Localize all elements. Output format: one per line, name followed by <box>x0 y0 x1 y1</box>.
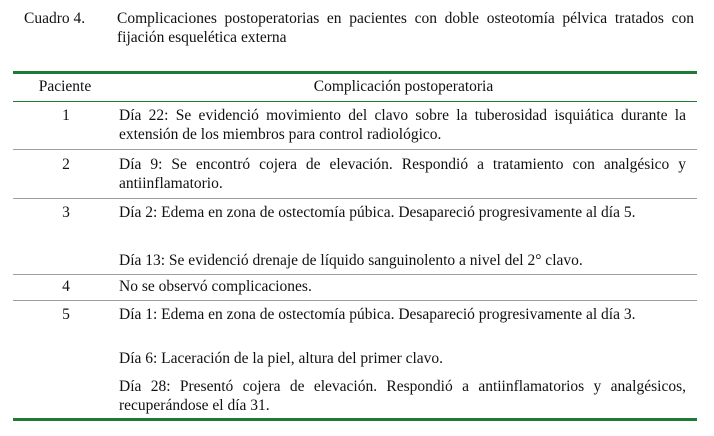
table-bottom-rule <box>13 418 697 421</box>
row-5-entry-3: Día 28: Presentó cojera de elevación. Respondió a antiinflamatorios y analgésicos, recuperándose el día 31. <box>119 378 686 414</box>
row-5-paciente: 5 <box>62 306 70 323</box>
row-3-entry-2: Día 13: Se evidenció drenaje de líquido sanguinolento a nivel del 2° clavo. <box>119 252 583 269</box>
row-3-separator <box>13 274 697 275</box>
row-4-paciente: 4 <box>62 278 70 295</box>
row-4-entry-1: No se observó complicaciones. <box>119 278 312 295</box>
row-3-paciente: 3 <box>62 204 70 221</box>
header-paciente: Paciente <box>38 78 92 95</box>
header-complicacion: Complicación postoperatoria <box>313 78 494 95</box>
row-2-separator <box>13 198 697 199</box>
row-2-entry-1: Día 9: Se encontró cojera de elevación. Respondió a tratamiento con analgésico y antiinflamatorio. <box>119 156 686 192</box>
caption-label: Cuadro 4. <box>24 10 86 27</box>
table-header-rule <box>13 101 697 102</box>
row-4-separator <box>13 300 697 301</box>
row-1-paciente: 1 <box>62 107 70 124</box>
row-3-entry-1: Día 2: Edema en zona de ostectomía púbica. Desapareció progresivamente al día 5. <box>119 204 636 221</box>
caption-title: Complicaciones postoperatorias en pacientes con doble osteotomía pélvica tratados con fijación esquelética externa <box>117 10 694 46</box>
row-1-entry-1: Día 22: Se evidenció movimiento del clavo sobre la tuberosidad isquiática durante la extensión de los miembros para control radiológico. <box>119 107 686 143</box>
row-5-entry-1: Día 1: Edema en zona de ostectomía púbica. Desapareció progresivamente al día 3. <box>119 306 636 323</box>
row-1-separator <box>13 149 697 150</box>
table-top-rule <box>13 71 697 74</box>
row-5-entry-2: Día 6: Laceración de la piel, altura del primer clavo. <box>119 350 444 367</box>
row-2-paciente: 2 <box>62 156 70 173</box>
table-header-row <box>13 78 697 98</box>
